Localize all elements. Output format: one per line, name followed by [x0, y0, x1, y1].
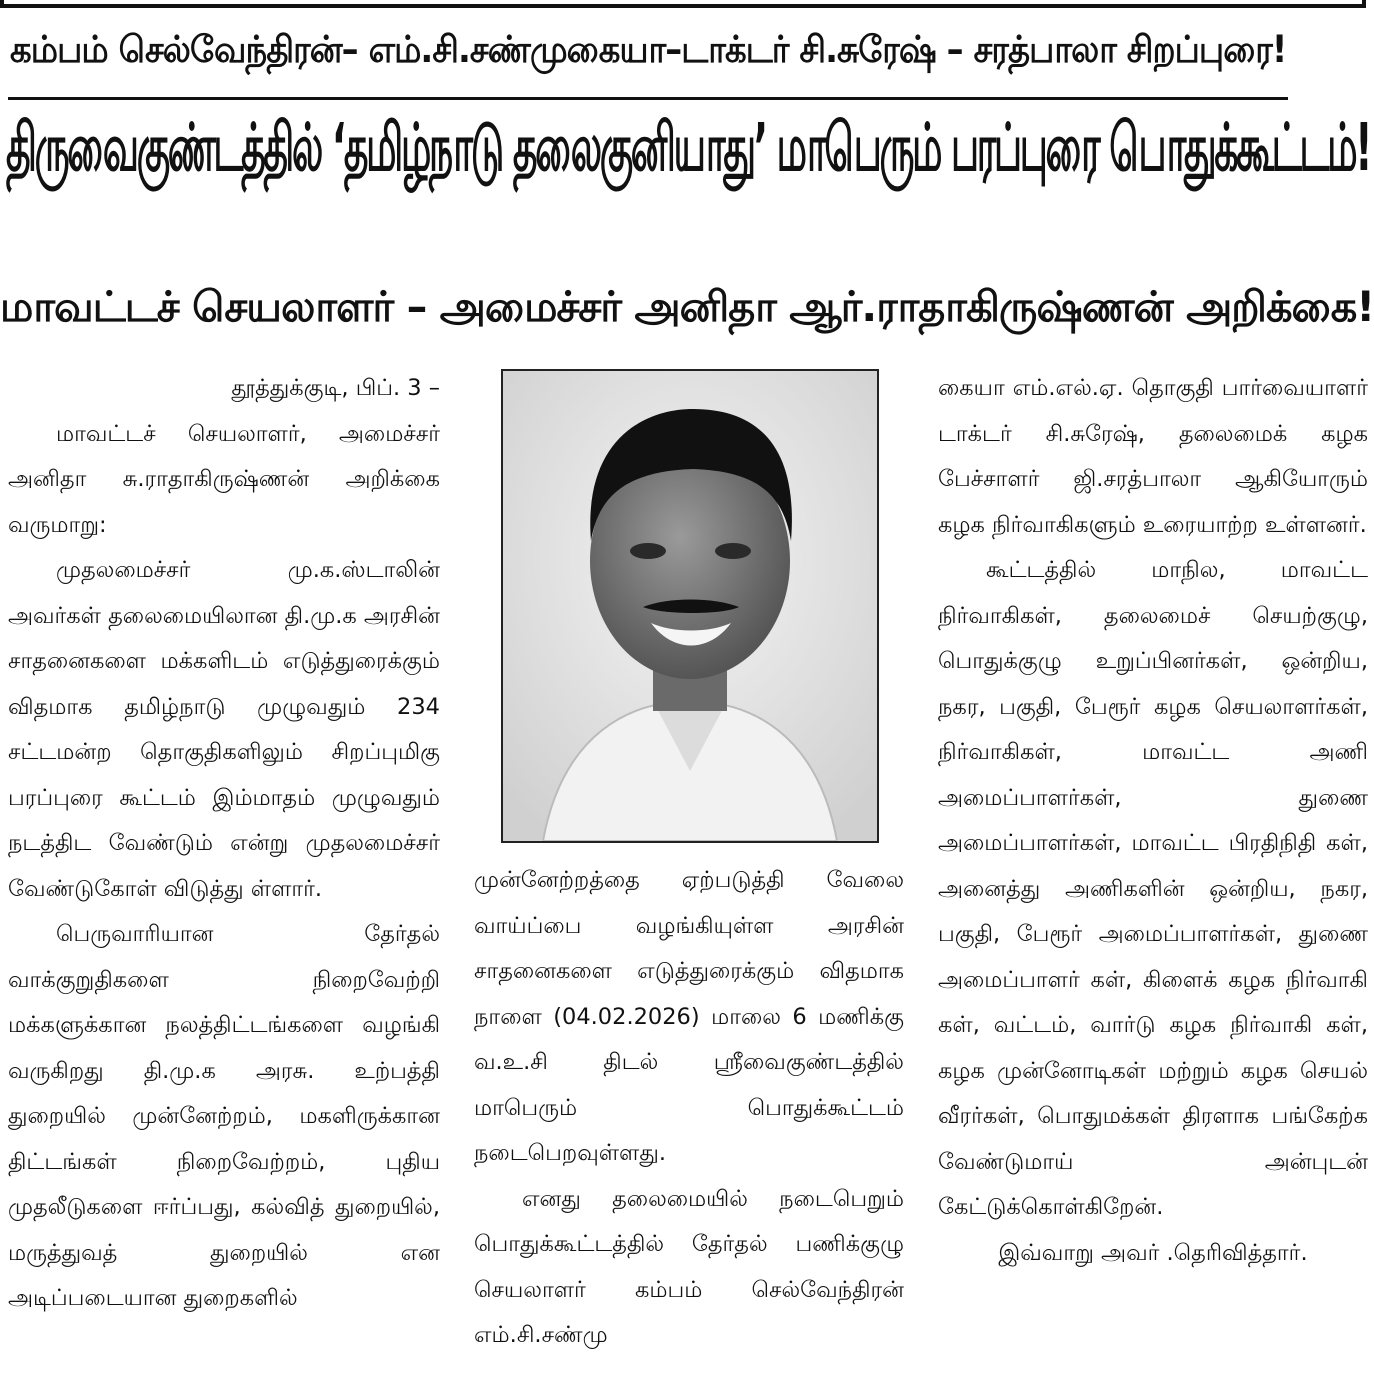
right-column: [938, 366, 1368, 1276]
closing-line: இவ்வாறு அவர் .தெரிவித்தார்.: [998, 1239, 1308, 1266]
right-paragraph-2: கூட்டத்தில் மாநில, மாவட்ட நிர்வாகிகள், தலைமைச் செயற்குழு, பொதுக்குழு உறுப்பினர்கள், ஒன்றிய, நகர, பகுதி, பேரூர் கழக செயலாளர்கள், நிர்வாகிகள், மாவட்ட அணி அமைப்பாளர்கள், துணை அமைப்பாளர்கள், மாவட்ட பிரதிநிதி கள், அனைத்து அணிகளின் ஒன்றிய, நகர, பகுதி, பேரூர் அமைப்பாளர்கள், துணை அமைப்பாளர் கள், கிளைக் கழக நிர்வாகி கள், வட்டம், வார்டு கழக நிர்வாகி கள், கழக முன்னோடிகள் மற்றும் கழக செயல் வீரர்கள், பொதுமக்கள் திரளாக பங்கேற்க வேண்டுமாய் அன்புடன் கேட்டுக்கொள்கிறேன்.: [938, 557, 1368, 1220]
kicker-underline: [8, 97, 1288, 100]
left-column: [8, 366, 440, 1322]
portrait-photo-icon: [503, 371, 877, 841]
left-paragraph-3: பெருவாரியான தேர்தல் வாக்குறுதிகளை நிறைவேற்றி மக்களுக்கான நலத்திட்டங்களை வழங்கி வருகிறது தி.மு.க அரசு. உற்பத்தி துறையில் முன்னேற்றம், மகளிருக்கான திட்டங்கள் நிறைவேற்றம், புதிய முதலீடுகளை ஈர்ப்பது, கல்வித் துறையில், மருத்துவத் துறையில் என அடிப்படையான துறைகளில்: [8, 921, 440, 1311]
top-frame-border: [0, 0, 1366, 8]
subheadline: மாவட்டச் செயலாளர் – அமைச்சர் அனிதா ஆர்.ராதாகிருஷ்ணன் அறிக்கை!: [0, 282, 1374, 331]
headline: திருவைகுண்டத்தில் ‘தமிழ்நாடு தலைகுனியாது’ மாபெரும் பரப்புரை பொதுக்கூட்டம்!: [6, 109, 1371, 186]
middle-paragraph-2: எனது தலைமையில் நடைபெறும் பொதுக்கூட்டத்தில் தேர்தல் பணிக்குழு செயலாளர் கம்பம் செல்வேந்திரன் எம்.சி.சண்மு: [474, 1185, 904, 1348]
middle-column: [474, 858, 904, 1359]
left-paragraph-2: முதலமைச்சர் மு.க.ஸ்டாலின் அவர்கள் தலைமையிலான தி.மு.க அரசின் சாதனைகளை மக்களிடம் எடுத்துரைக்கும் விதமாக தமிழ்நாடு முழுவதும் 234 சட்டமன்ற தொகுதிகளிலும் சிறப்புமிகு பரப்புரை கூட்டம் இம்மாதம் முழுவதும் நடத்திட வேண்டும் என்று முதலமைச்சர் வேண்டுகோள் விடுத்து ள்ளார்.: [8, 557, 440, 902]
dateline: தூத்துக்குடி, பிப். 3 –: [231, 375, 440, 401]
portrait-photo: [501, 369, 879, 843]
right-paragraph-1: கையா எம்.எல்.ஏ. தொகுதி பார்வையாளர் டாக்டர் சி.சுரேஷ், தலைமைக் கழக பேச்சாளர் ஜி.சரத்பாலா ஆகியோரும் கழக நிர்வாகிகளும் உரையாற்ற உள்ளனர்.: [938, 375, 1368, 538]
middle-paragraph-1: முன்னேற்றத்தை ஏற்படுத்தி வேலை வாய்ப்பை வழங்கியுள்ள அரசின் சாதனைகளை எடுத்துரைக்கும் விதமாக நாளை (04.02.2026) மாலை 6 மணிக்கு வ.உ.சி திடல் ஸ்ரீவைகுண்டத்தில் மாபெரும் பொதுக்கூட்டம் நடைபெறவுள்ளது.: [474, 867, 904, 1166]
left-paragraph-1: மாவட்டச் செயலாளர், அமைச்சர் அனிதா சு.ராதாகிருஷ்ணன் அறிக்கை வருமாறு:: [8, 420, 440, 538]
kicker-line: கம்பம் செல்வேந்திரன்– எம்.சி.சண்முகையா–டாக்டர் சி.சுரேஷ் – சரத்பாலா சிறப்புரை!: [10, 28, 1287, 71]
